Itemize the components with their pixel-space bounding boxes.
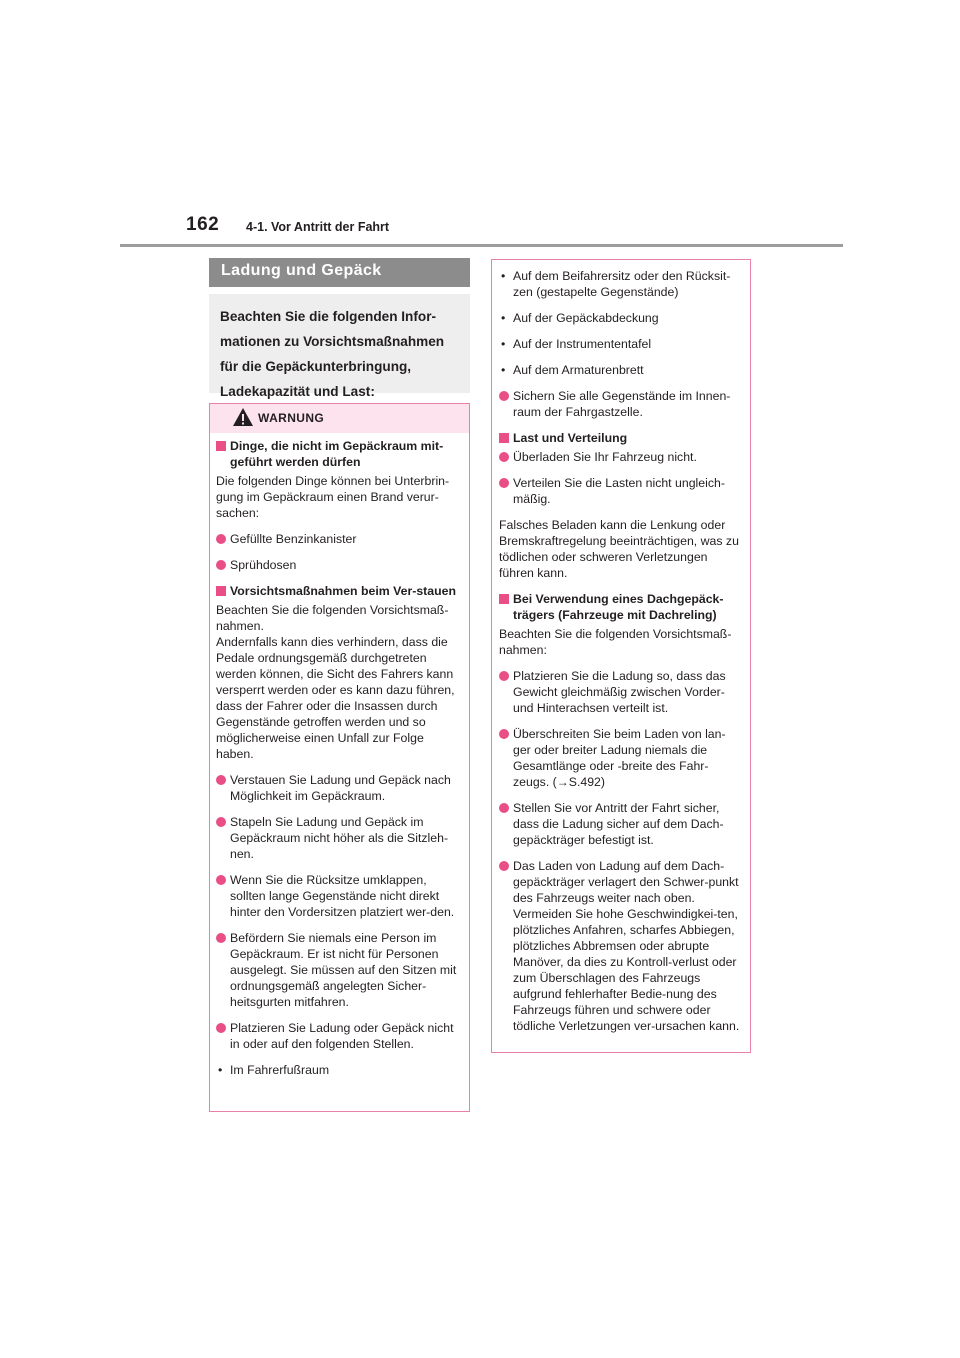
warning-header [210,404,469,433]
subheading: Dinge, die nicht im Gepäckraum mit-geführt werden dürfen [216,438,461,470]
circle-bullet-icon [499,478,509,488]
circle-bullet-icon [216,560,226,570]
intro-line: Ladekapazität und Last: [220,384,375,399]
paragraph: Andernfalls kann dies verhindern, dass die Pedale ordnungsgemäß durchgetreten werden können, die Sicht des Fahrers kann versperrt werden oder es kann dazu führen, dass der Fahrer oder die Insassen durch Gegenstände getroffen werden und so möglicherweise einen Unfall zur Folge haben. [216,635,455,761]
square-bullet-icon [499,433,509,443]
intro-line: mationen zu Vorsichtsmaßnahmen [220,334,445,349]
list-item: Gefüllte Benzinkanister [216,531,461,547]
warning-content-left [216,438,461,1088]
circle-bullet-icon [216,933,226,943]
sub-list-item: • Auf dem Beifahrersitz oder den Rücksit-zen (gestapelte Gegenstände) [501,269,731,299]
list-item: Verteilen Sie die Lasten nicht ungleich-mäßig. [499,475,742,507]
circle-bullet-icon [499,391,509,401]
warning-box-right [491,259,751,1053]
circle-bullet-icon [499,671,509,681]
list-item: Stellen Sie vor Antritt der Fahrt sicher, dass die Ladung sicher auf dem Dach-gepäckträger befestigt ist. [499,800,742,848]
list-item: Wenn Sie die Rücksitze umklappen, sollten lange Gegenstände nicht direkt hinter den Vordersitzen platziert wer-den. [216,872,461,920]
intro-box [209,294,470,399]
list-item: Überladen Sie Ihr Fahrzeug nicht. [499,449,742,465]
circle-bullet-icon [216,817,226,827]
subheading: Vorsichtsmaßnahmen beim Ver-stauen [216,583,461,599]
paragraph: Beachten Sie die folgenden Vorsichtsmaß-nahmen. [216,603,449,633]
section-reference: 4-1. Vor Antritt der Fahrt [246,220,390,234]
list-item: Befördern Sie niemals eine Person im Gepäckraum. Er ist nicht für Personen ausgelegt. Sie müssen auf den Sitzen mit ordnungsgemäß angelegten Sicher-heitsgurten mitfahren. [216,930,461,1010]
warning-label: WARNUNG [258,411,325,425]
subheading: Bei Verwendung eines Dachgepäck-trägers (Fahrzeuge mit Dachreling) [499,591,742,623]
circle-bullet-icon [499,861,509,871]
intro-line: für die Gepäckunterbringung, [220,359,412,374]
list-item: Sichern Sie alle Gegenstände im Innen-raum der Fahrgastzelle. [499,388,742,420]
warning-content-right [499,268,742,1044]
square-bullet-icon [216,441,226,451]
list-item: Platzieren Sie Ladung oder Gepäck nicht in oder auf den folgenden Stellen. [216,1020,461,1052]
sub-list-item: • Auf der Gepäckabdeckung [501,311,659,325]
paragraph: Die folgenden Dinge können bei Unterbrin-gung im Gepäckraum einen Brand verur-sachen: [216,474,450,520]
square-bullet-icon [216,586,226,596]
page-reference-link[interactable]: S.492) [568,775,605,789]
circle-bullet-icon [499,803,509,813]
sub-list-item: • Auf der Instrumententafel [501,337,652,351]
list-item: Sprühdosen [216,557,461,573]
section-title: Ladung und Gepäck [209,258,470,287]
circle-bullet-icon [216,534,226,544]
circle-bullet-icon [499,729,509,739]
list-item: Platzieren Sie die Ladung so, dass das Gewicht gleichmäßig zwischen Vorder- und Hinterachsen verteilt ist. [499,668,742,716]
list-item: Das Laden von Ladung auf dem Dach-gepäckträger verlagert den Schwer-punkt des Fahrzeugs weiter nach oben. Vermeiden Sie hohe Geschwindigkei-ten, plötzliches Anfahren, scharfes Abbiegen, plötzliches Abbremsen oder abrupte Manöver, da dies zu Kontroll-verlust oder zum Überschlagen des Fahrzeugs aufgrund fehlerhafter Bedie-nung des Fahrzeugs führen und schwere oder tödliche Verletzungen ver-ursachen kann. [499,858,742,1034]
subheading: Last und Verteilung [499,430,742,446]
header-divider [120,244,843,247]
sub-list-item: • Im Fahrerfußraum [218,1063,330,1077]
arrow-right-icon: → [556,775,569,789]
sub-list-item: • Auf dem Armaturenbrett [501,363,644,377]
list-item: Überschreiten Sie beim Laden von lan-ger oder breiter Ladung niemals die Gesamtlänge oder -breite des Fahr-zeugs. (→S.492) [499,726,742,790]
paragraph: Falsches Beladen kann die Lenkung oder Bremskraftregelung beeinträchtigen, was zu tödlichen oder schweren Verletzungen führen kann. [499,518,739,580]
page-number: 162 [186,214,220,235]
circle-bullet-icon [216,775,226,785]
list-item: Verstauen Sie Ladung und Gepäck nach Möglichkeit im Gepäckraum. [216,772,461,804]
warning-box-left [209,403,470,1112]
list-item: Stapeln Sie Ladung und Gepäck im Gepäckraum nicht höher als die Sitzleh-nen. [216,814,461,862]
intro-line: Beachten Sie die folgenden Infor- [220,309,437,324]
circle-bullet-icon [216,875,226,885]
circle-bullet-icon [499,452,509,462]
circle-bullet-icon [216,1023,226,1033]
paragraph: Beachten Sie die folgenden Vorsichtsmaß-nahmen: [499,627,732,657]
square-bullet-icon [499,594,509,604]
warning-triangle-icon [232,407,254,427]
